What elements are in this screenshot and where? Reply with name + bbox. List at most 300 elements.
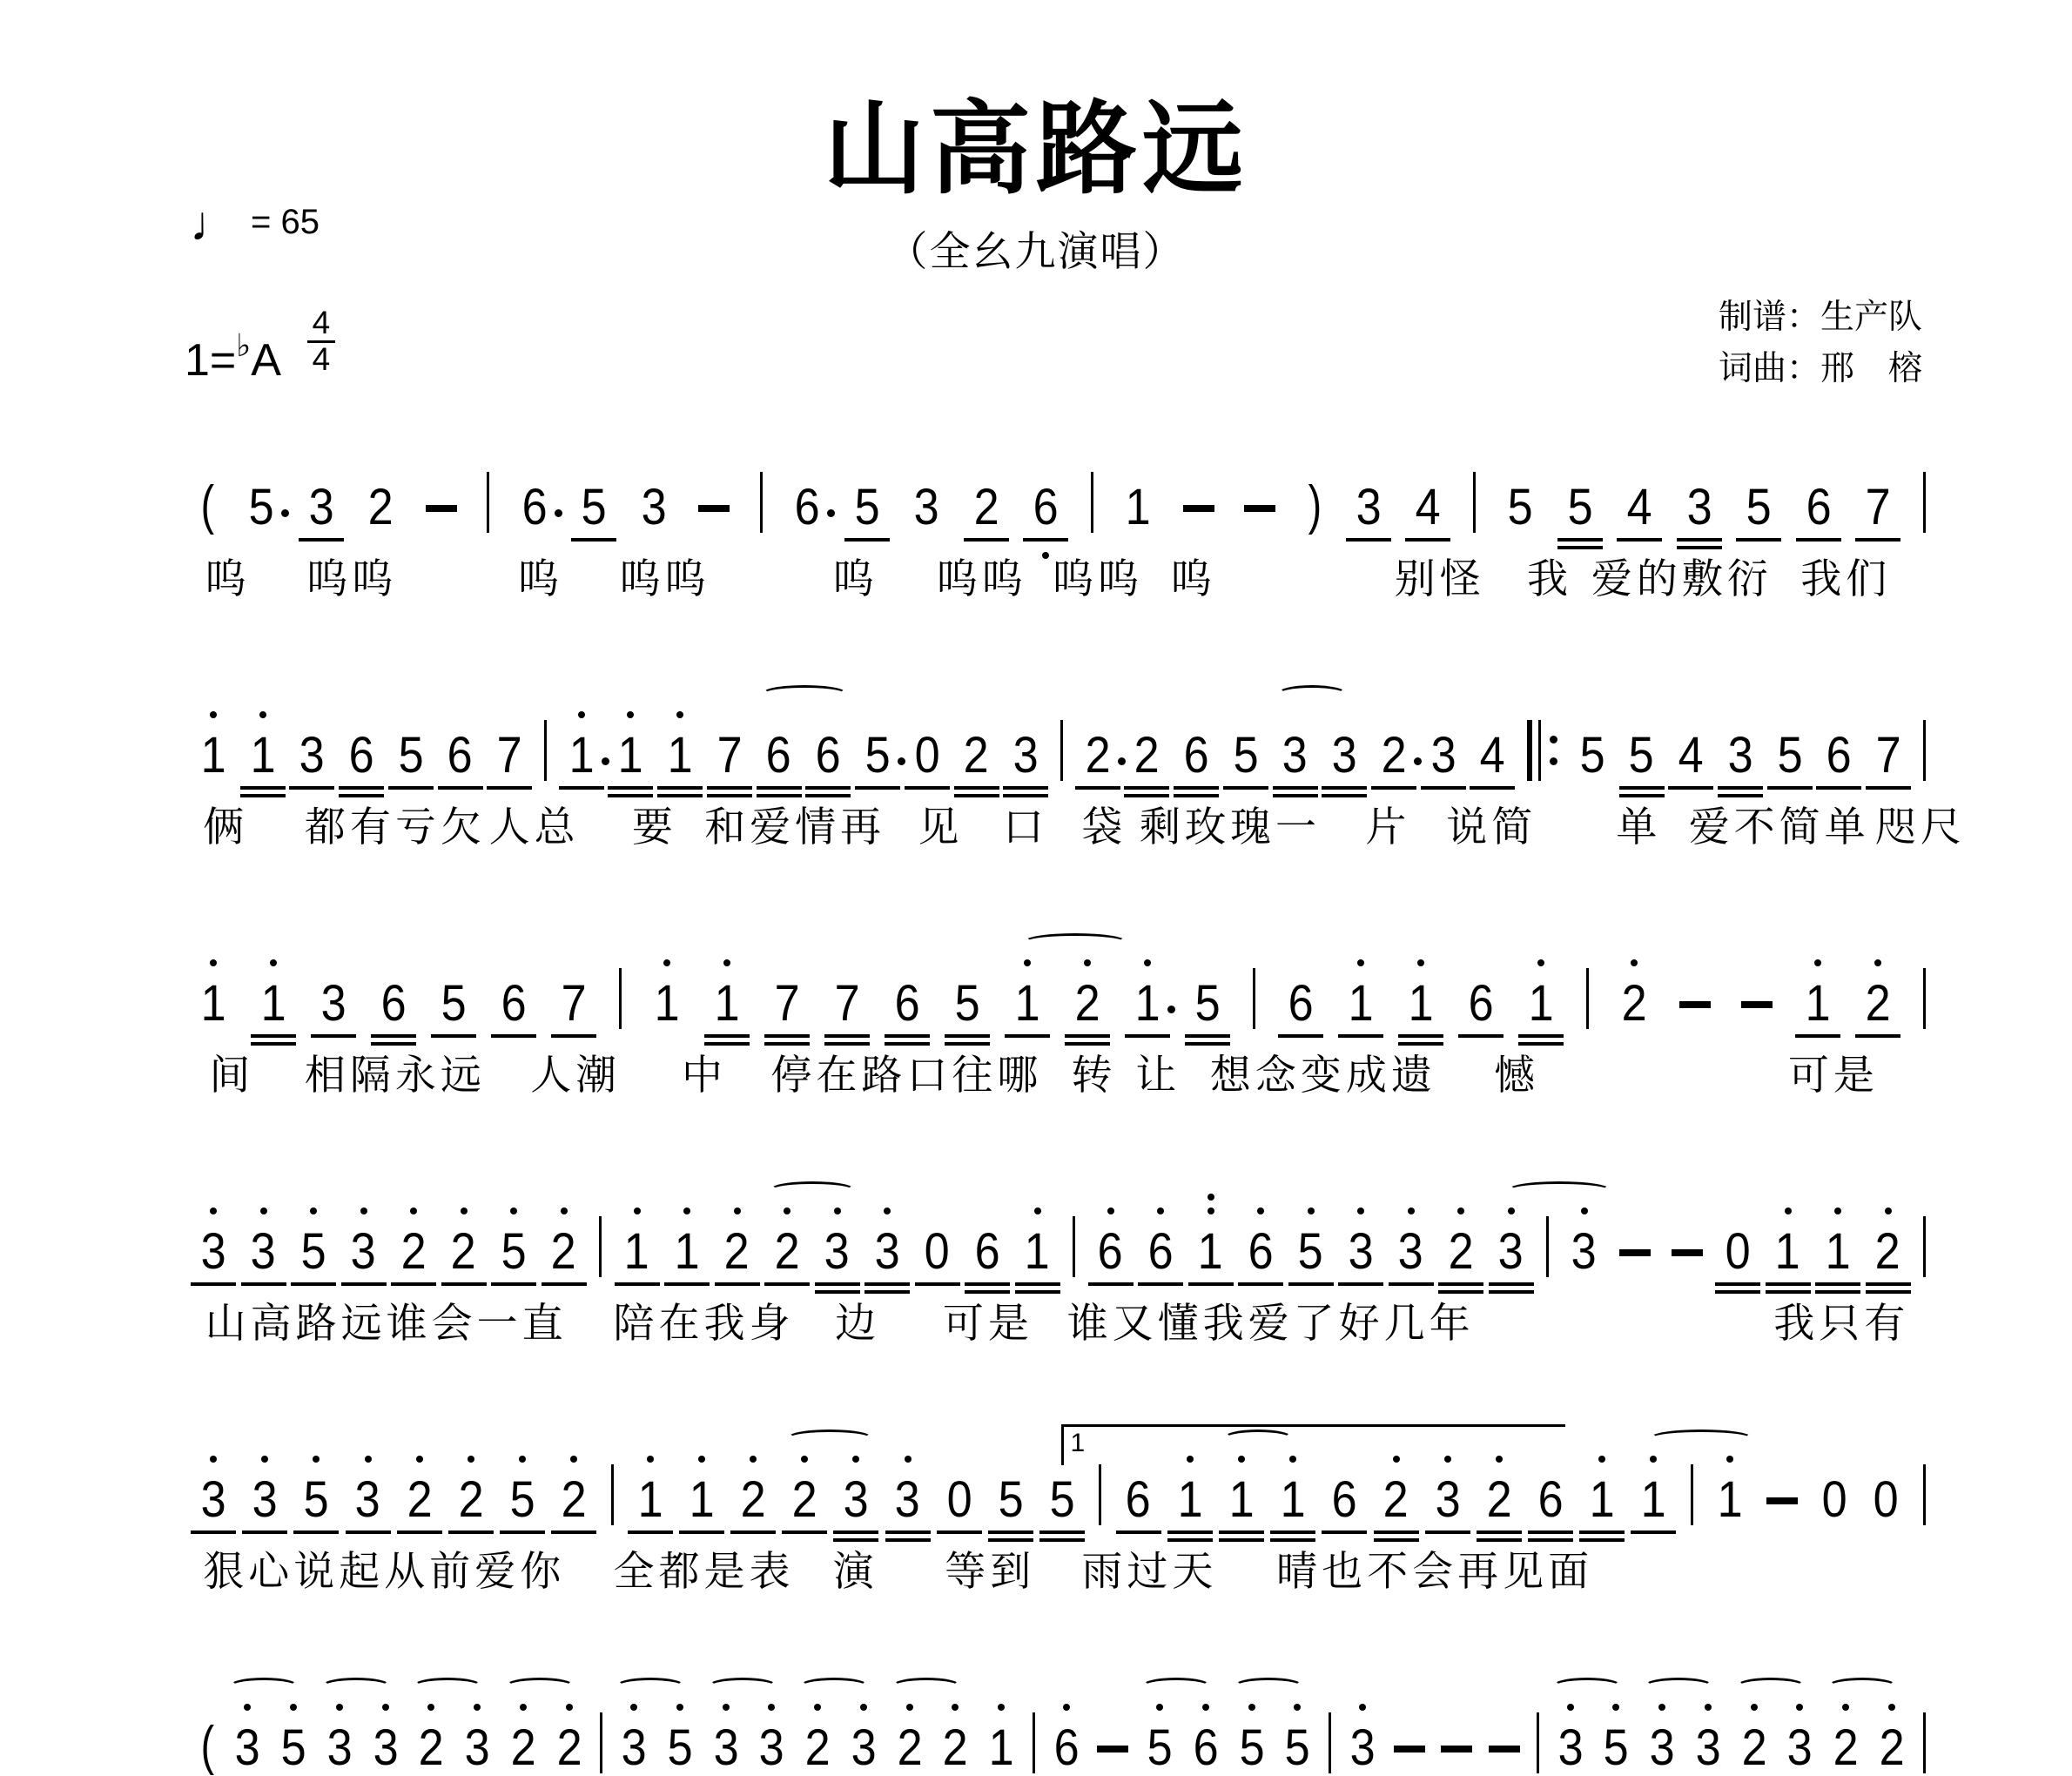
high-octave-dot xyxy=(210,711,217,718)
note-token xyxy=(1627,727,1657,784)
time-signature-numerator: 4 xyxy=(307,306,336,343)
high-octave-dot xyxy=(365,1456,372,1463)
note-token xyxy=(1237,1719,1267,1776)
note-digit: 3 xyxy=(913,479,939,535)
high-octave-dot xyxy=(1888,1704,1895,1711)
lyric-group: 演 xyxy=(832,1548,878,1594)
lyric-group: 相隔永远 xyxy=(304,1052,486,1098)
note-token xyxy=(832,975,862,1032)
lyric-group: 陪在我身 xyxy=(613,1300,795,1346)
note-token xyxy=(279,1719,308,1776)
barline xyxy=(599,1216,602,1277)
note-digit: 5 xyxy=(501,1223,527,1280)
slur-arc-icon xyxy=(1827,1678,1897,1695)
lyric-group: 俩 xyxy=(203,804,249,850)
eighth-underline xyxy=(715,1282,760,1286)
note-token xyxy=(1638,1471,1668,1528)
high-octave-dot xyxy=(561,1208,568,1214)
eighth-underline xyxy=(1425,1530,1470,1534)
note-token xyxy=(1556,1719,1585,1776)
eighth-underline xyxy=(1003,786,1048,790)
high-octave-dot xyxy=(1885,1208,1892,1214)
note-token xyxy=(325,1719,354,1776)
eighth-underline xyxy=(1270,1530,1315,1534)
note-token xyxy=(1536,1471,1565,1528)
lyric-group: 剩玫瑰一 xyxy=(1140,804,1321,850)
lyric-group: 呜呜 xyxy=(306,555,398,602)
augmentation-dot xyxy=(1118,757,1126,765)
note-digit: 1 xyxy=(1589,1471,1615,1528)
note-token xyxy=(379,975,408,1032)
note-digit: 6 xyxy=(766,727,792,784)
high-octave-dot xyxy=(852,1456,859,1463)
high-octave-dot xyxy=(210,959,217,966)
note-digit: 1 xyxy=(674,1223,700,1280)
note-digit: 3 xyxy=(1397,1223,1424,1280)
duration-dash xyxy=(1244,505,1275,512)
high-octave-dot xyxy=(1257,1208,1264,1214)
eighth-underline xyxy=(240,786,286,790)
high-octave-dot xyxy=(1034,1208,1041,1214)
slur-arc-icon xyxy=(1552,1678,1622,1695)
note-digit: 0 xyxy=(1873,1471,1899,1528)
lyric-group: 憾 xyxy=(1493,1052,1539,1098)
duration-dash xyxy=(1441,1746,1472,1752)
note-digit: 1 xyxy=(714,975,740,1032)
note-digit: 2 xyxy=(561,1471,587,1528)
eighth-underline xyxy=(815,1282,860,1286)
duration-dash xyxy=(1489,1746,1520,1752)
note-digit: 1 xyxy=(1348,975,1374,1032)
eighth-underline xyxy=(431,1034,476,1038)
note-digit: 3 xyxy=(234,1719,260,1776)
eighth-underline xyxy=(1174,786,1219,790)
note-token xyxy=(1282,1719,1312,1776)
eighth-underline xyxy=(764,1282,810,1286)
barline xyxy=(1329,1712,1331,1773)
eighth-underline xyxy=(764,1034,810,1038)
high-octave-dot xyxy=(1705,1704,1712,1711)
high-octave-dot xyxy=(723,1704,730,1711)
note-digit: 0 xyxy=(914,727,940,784)
eighth-underline xyxy=(551,1530,596,1534)
eighth-underline xyxy=(491,1282,536,1286)
eighth-underline xyxy=(707,786,752,790)
eighth-underline xyxy=(608,786,653,790)
eighth-underline xyxy=(730,1530,776,1534)
high-octave-dot xyxy=(510,1208,517,1214)
eighth-underline xyxy=(1631,1530,1676,1534)
note-token xyxy=(499,1223,528,1280)
note-digit: 3 xyxy=(299,727,325,784)
note-digit: 6 xyxy=(447,727,474,784)
eighth-underline xyxy=(1668,786,1713,790)
duration-dash xyxy=(1097,1746,1128,1752)
eighth-underline xyxy=(491,1034,536,1038)
note-digit: 3 xyxy=(1686,479,1712,535)
note-token xyxy=(945,1471,974,1528)
note-token xyxy=(349,1223,379,1280)
high-octave-dot xyxy=(566,1704,573,1711)
note-digit: 4 xyxy=(1479,727,1505,784)
note-digit: 5 xyxy=(1777,727,1803,784)
eighth-underline xyxy=(1075,786,1120,790)
note-digit: 2 xyxy=(450,1223,477,1280)
note-token xyxy=(579,479,609,533)
eighth-underline xyxy=(388,786,434,790)
slur-arc-icon xyxy=(786,1430,873,1447)
note-token xyxy=(1278,1471,1308,1528)
duration-dash xyxy=(1741,1001,1773,1008)
open-paren: ( xyxy=(200,1716,215,1776)
note-token xyxy=(198,1471,228,1528)
eighth-underline xyxy=(1065,1034,1110,1038)
note-digit: 5 xyxy=(248,479,274,535)
augmentation-dot xyxy=(898,757,905,765)
note-digit: 6 xyxy=(1537,1471,1564,1528)
high-octave-dot xyxy=(313,1456,320,1463)
high-octave-dot xyxy=(1508,1208,1515,1214)
slur-arc-icon xyxy=(505,1678,575,1695)
lyric-group: 等到 xyxy=(945,1548,1036,1594)
slur-arc-icon xyxy=(1141,1678,1211,1695)
note-token xyxy=(1196,1223,1226,1280)
note-token xyxy=(972,479,1001,533)
note-digit: 2 xyxy=(963,727,990,784)
eighth-underline xyxy=(1528,1530,1573,1534)
note-token xyxy=(396,727,426,784)
note-token xyxy=(823,1223,852,1280)
note-token xyxy=(972,1223,1002,1280)
note-token xyxy=(416,1719,446,1776)
note-token xyxy=(772,975,802,1032)
note-token xyxy=(299,1223,328,1280)
note-token xyxy=(923,1223,952,1280)
note-digit: 1 xyxy=(1640,1471,1666,1528)
note-digit: 5 xyxy=(1284,1719,1310,1776)
eighth-underline xyxy=(551,1034,596,1038)
eighth-underline xyxy=(1715,1282,1760,1286)
tempo-value: = 65 xyxy=(251,203,320,241)
note-token xyxy=(1484,1471,1514,1528)
high-octave-dot xyxy=(1796,1704,1803,1711)
note-digit: 5 xyxy=(300,1223,326,1280)
note-token xyxy=(1354,479,1383,533)
barline xyxy=(1060,720,1063,781)
lyrics-row xyxy=(0,547,2072,602)
high-octave-dot xyxy=(723,959,730,966)
slur-arc-icon xyxy=(1277,685,1347,703)
eighth-underline xyxy=(397,1530,442,1534)
eighth-underline xyxy=(571,538,616,542)
eighth-underline xyxy=(782,1530,827,1534)
note-token xyxy=(892,975,922,1032)
note-digit: 3 xyxy=(758,1719,784,1776)
note-token xyxy=(439,975,468,1032)
eighth-underline xyxy=(1557,538,1603,542)
lyric-group: 山高路远谁会一直 xyxy=(205,1300,568,1346)
note-digit: 3 xyxy=(1571,1223,1598,1280)
note-token xyxy=(1433,1471,1463,1528)
note-digit: 0 xyxy=(1821,1471,1847,1528)
lyric-group: 转 xyxy=(1071,1052,1117,1098)
high-octave-dot xyxy=(1457,1208,1464,1214)
note-token xyxy=(1497,1223,1526,1280)
note-token xyxy=(1346,975,1376,1032)
lyric-group: 想念变成遗 xyxy=(1209,1052,1436,1098)
note-digit: 3 xyxy=(1786,1719,1813,1776)
slur-arc-icon xyxy=(761,685,848,703)
note-token xyxy=(1477,727,1507,784)
note-digit: 5 xyxy=(1746,479,1772,535)
note-digit: 2 xyxy=(418,1719,444,1776)
eighth-underline xyxy=(945,1034,990,1038)
note-token xyxy=(462,1719,492,1776)
high-octave-dot xyxy=(519,1456,526,1463)
eighth-underline xyxy=(1518,1034,1564,1038)
slur-arc-icon xyxy=(1507,1181,1611,1199)
note-digit: 4 xyxy=(1626,479,1652,535)
high-octave-dot xyxy=(382,1704,389,1711)
note-digit: 3 xyxy=(1435,1471,1461,1528)
note-digit: 0 xyxy=(1725,1223,1751,1280)
note-digit: 2 xyxy=(723,1223,750,1280)
note-digit: 2 xyxy=(1879,1719,1905,1776)
eighth-underline xyxy=(1116,1530,1161,1534)
note-digit: 1 xyxy=(1528,975,1554,1032)
eighth-underline xyxy=(191,1282,236,1286)
eighth-underline xyxy=(1438,1282,1483,1286)
barline xyxy=(619,968,622,1029)
note-digit: 6 xyxy=(1248,1223,1274,1280)
note-token xyxy=(872,1223,902,1280)
note-token xyxy=(1348,1719,1377,1776)
high-octave-dot xyxy=(1156,1704,1163,1711)
note-digit: 1 xyxy=(1125,479,1151,535)
high-octave-dot xyxy=(1357,959,1364,966)
note-token xyxy=(353,1471,383,1528)
note-token xyxy=(849,1719,878,1776)
note-digit: 3 xyxy=(641,479,667,535)
note-digit: 3 xyxy=(355,1471,381,1528)
notes-row xyxy=(198,477,1926,533)
note-token xyxy=(852,479,882,533)
note-token xyxy=(1073,975,1102,1032)
barline xyxy=(487,472,489,533)
eighth-underline xyxy=(1458,1034,1504,1038)
note-token xyxy=(1346,1223,1376,1280)
high-octave-dot xyxy=(734,1208,741,1214)
high-octave-dot xyxy=(1537,959,1544,966)
duration-dash xyxy=(1672,1249,1703,1256)
lyric-group: 呜 xyxy=(518,555,563,602)
note-token xyxy=(1723,1223,1752,1280)
note-token xyxy=(198,1223,228,1280)
high-octave-dot xyxy=(1444,1456,1451,1463)
note-token xyxy=(1231,727,1261,784)
note-digit: 2 xyxy=(1741,1719,1767,1776)
note-digit: 5 xyxy=(509,1471,535,1528)
eighth-underline xyxy=(905,786,950,790)
note-digit: 1 xyxy=(617,727,643,784)
note-token xyxy=(711,1719,741,1776)
note-digit: 3 xyxy=(843,1471,869,1528)
augmentation-dot xyxy=(555,509,562,517)
eighth-underline xyxy=(1015,1282,1060,1286)
eighth-underline xyxy=(1288,1282,1334,1286)
note-digit: 1 xyxy=(1825,1223,1851,1280)
lyrics-row xyxy=(0,1539,2072,1594)
note-token xyxy=(764,727,794,784)
eighth-underline xyxy=(1219,1530,1264,1534)
note-token xyxy=(449,1223,479,1280)
time-signature-denominator: 4 xyxy=(312,340,331,377)
note-digit: 6 xyxy=(1288,975,1314,1032)
eighth-underline xyxy=(191,1530,236,1534)
lyric-group: 让 xyxy=(1135,1052,1181,1098)
note-digit: 2 xyxy=(1381,727,1407,784)
note-token xyxy=(652,975,682,1032)
barline xyxy=(1537,1712,1539,1773)
note-token xyxy=(520,479,549,533)
note-digit: 1 xyxy=(250,727,276,784)
high-octave-dot xyxy=(1785,1208,1792,1214)
note-digit: 6 xyxy=(974,1223,1000,1280)
eighth-underline xyxy=(1767,786,1813,790)
duration-dash xyxy=(1183,505,1214,512)
eighth-underline xyxy=(1005,1034,1050,1038)
note-token xyxy=(1379,727,1409,784)
note-token xyxy=(346,727,376,784)
note-digit: 1 xyxy=(1177,1471,1203,1528)
barline xyxy=(611,1464,614,1525)
eighth-underline xyxy=(1223,786,1268,790)
note-token xyxy=(559,975,589,1032)
note-digit: 6 xyxy=(348,727,374,784)
eighth-underline xyxy=(1338,1282,1383,1286)
lyric-group: 和爱情再 xyxy=(704,804,886,850)
note-digit: 1 xyxy=(667,727,693,784)
note-digit: 7 xyxy=(834,975,860,1032)
eighth-underline xyxy=(1816,786,1861,790)
slur-arc-icon xyxy=(413,1678,482,1695)
eighth-underline xyxy=(1866,786,1911,790)
high-octave-dot xyxy=(627,711,634,718)
high-octave-dot xyxy=(210,1208,217,1214)
note-digit: 2 xyxy=(804,1719,831,1776)
notes-row xyxy=(198,973,1926,1032)
lyric-group: 我 xyxy=(1527,555,1573,602)
note-digit: 2 xyxy=(556,1719,582,1776)
note-digit: 2 xyxy=(740,1471,766,1528)
barline xyxy=(1091,472,1093,533)
lyric-group: 全都是表 xyxy=(613,1548,795,1594)
note-digit: 2 xyxy=(1486,1471,1512,1528)
high-octave-dot xyxy=(578,711,585,718)
note-token xyxy=(559,1471,589,1528)
high-octave-dot xyxy=(1751,1704,1758,1711)
note-digit: 5 xyxy=(1567,479,1593,535)
high-octave-dot xyxy=(1496,1456,1503,1463)
slur-arc-icon xyxy=(1649,1430,1753,1447)
note-digit: 2 xyxy=(1134,727,1160,784)
lyric-group: 都有亏欠 xyxy=(304,804,486,850)
lyric-group: 要 xyxy=(631,804,677,850)
slur-arc-icon xyxy=(708,1678,777,1695)
note-digit: 6 xyxy=(380,975,407,1032)
note-token xyxy=(616,727,645,784)
eighth-underline xyxy=(1795,1034,1840,1038)
eighth-underline xyxy=(844,538,890,542)
note-token xyxy=(1803,975,1833,1032)
note-digit: 7 xyxy=(1865,479,1891,535)
note-token xyxy=(622,1223,652,1280)
note-digit: 3 xyxy=(1331,727,1357,784)
high-octave-dot xyxy=(1408,1208,1415,1214)
key-prefix: 1= xyxy=(185,334,237,386)
high-octave-dot xyxy=(1612,1704,1619,1711)
lyric-group: 狠心说起从前爱你 xyxy=(203,1548,566,1594)
note-token xyxy=(319,975,348,1032)
eighth-underline xyxy=(289,786,334,790)
note-token xyxy=(1565,479,1595,533)
slur-arc-icon xyxy=(769,1181,856,1199)
note-digit: 2 xyxy=(367,479,394,535)
note-token xyxy=(996,1471,1026,1528)
high-octave-dot xyxy=(1567,1704,1574,1711)
eighth-underline xyxy=(1855,538,1900,542)
note-digit: 3 xyxy=(851,1719,877,1776)
eighth-underline xyxy=(757,786,802,790)
slur-arc-icon xyxy=(321,1678,391,1695)
note-token xyxy=(1744,479,1773,533)
eighth-underline xyxy=(1338,1034,1383,1038)
slur-arc-icon xyxy=(1736,1678,1806,1695)
note-digit: 5 xyxy=(441,975,467,1032)
eighth-underline xyxy=(251,1034,296,1038)
eighth-underline xyxy=(704,1034,750,1038)
open-paren: ( xyxy=(200,475,215,535)
barline xyxy=(760,472,763,533)
note-digit: 3 xyxy=(252,1471,278,1528)
high-octave-dot xyxy=(1598,1456,1605,1463)
eighth-underline xyxy=(1322,786,1367,790)
note-digit: 0 xyxy=(924,1223,951,1280)
note-token xyxy=(1715,1471,1745,1528)
high-octave-dot xyxy=(1581,1208,1588,1214)
high-octave-dot xyxy=(814,1704,821,1711)
eighth-underline xyxy=(885,1034,930,1038)
performer-subtitle: （全幺九演唱） xyxy=(886,228,1186,274)
note-digit: 3 xyxy=(1282,727,1308,784)
high-octave-dot xyxy=(676,1704,683,1711)
note-digit: 6 xyxy=(1053,1719,1080,1776)
note-token xyxy=(1685,479,1714,533)
high-octave-dot xyxy=(698,1456,705,1463)
slur-arc-icon xyxy=(799,1678,869,1695)
eighth-underline xyxy=(1185,1034,1230,1038)
note-digit: 3 xyxy=(320,975,346,1032)
eighth-underline xyxy=(1167,1530,1213,1534)
note-digit: 3 xyxy=(1348,1223,1374,1280)
duration-dash xyxy=(1394,1746,1425,1752)
augmentation-dot xyxy=(1167,1006,1175,1013)
high-octave-dot xyxy=(634,1208,641,1214)
eighth-underline xyxy=(346,1530,391,1534)
high-octave-dot xyxy=(1874,959,1881,966)
eighth-underline xyxy=(293,1530,339,1534)
quarter-note-icon: ♩ xyxy=(190,196,239,251)
